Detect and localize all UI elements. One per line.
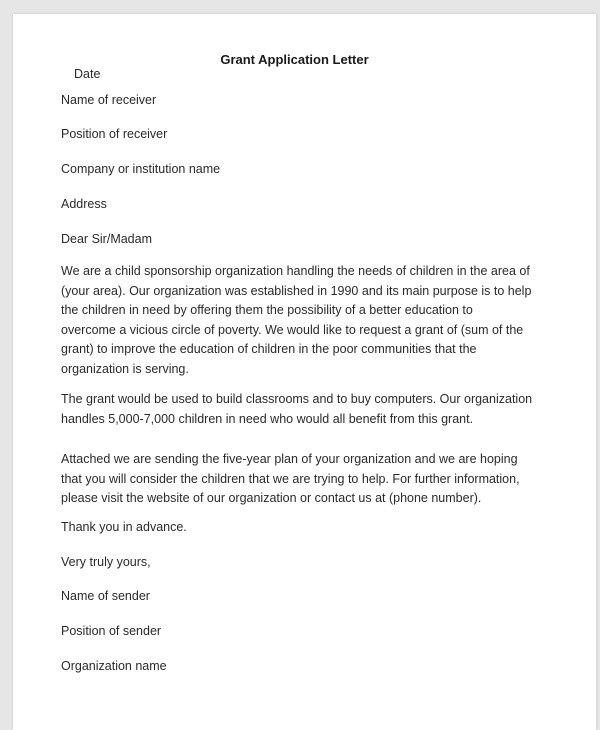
thanks-line: Thank you in advance. — [61, 520, 187, 534]
paragraph-1-line: the children in need by offering them the possibility of a better education to — [61, 303, 473, 318]
paragraph-2-line: The grant would be used to build classrooms and to buy computers. Our organization — [61, 392, 533, 406]
paragraph-3 — [61, 450, 541, 509]
organization-name: Organization name — [61, 659, 167, 673]
paragraph-1-line: grant) to improve the education of children in the poor communities that the — [61, 342, 477, 357]
document-title: Grant Application Letter — [220, 52, 369, 67]
paragraph-1 — [61, 262, 541, 380]
closing-line: Very truly yours, — [61, 555, 151, 569]
address: Address — [61, 197, 107, 211]
date-line: Date — [74, 67, 101, 81]
paragraph-3-line: please visit the website of our organization or contact us at (phone number). — [61, 491, 482, 506]
paragraph-1-line: (your area). Our organization was established in 1990 and its main purpose is to help — [61, 283, 532, 298]
company-name: Company or institution name — [61, 162, 221, 176]
sender-name: Name of sender — [61, 589, 150, 603]
paragraph-1-line: overcome a vicious circle of poverty. We would like to request a grant of (sum of the — [61, 322, 524, 337]
paragraph-2 — [61, 390, 541, 429]
paragraph-3-line: that you will consider the children that we are trying to help. For further information, — [61, 471, 520, 486]
sender-position: Position of sender — [61, 624, 162, 638]
paragraph-3-line: Attached we are sending the five-year plan of your organization and we are hoping — [61, 452, 518, 466]
receiver-position: Position of receiver — [61, 127, 168, 141]
paragraph-2-line: handles 5,000-7,000 children in need who would all benefit from this grant. — [61, 411, 474, 426]
paragraph-1-line: We are a child sponsorship organization handling the needs of children in the area of — [61, 264, 530, 278]
document-page — [13, 14, 596, 730]
paragraph-1-line: organization is serving. — [61, 361, 189, 376]
receiver-name: Name of receiver — [61, 93, 157, 107]
salutation: Dear Sir/Madam — [61, 232, 152, 246]
